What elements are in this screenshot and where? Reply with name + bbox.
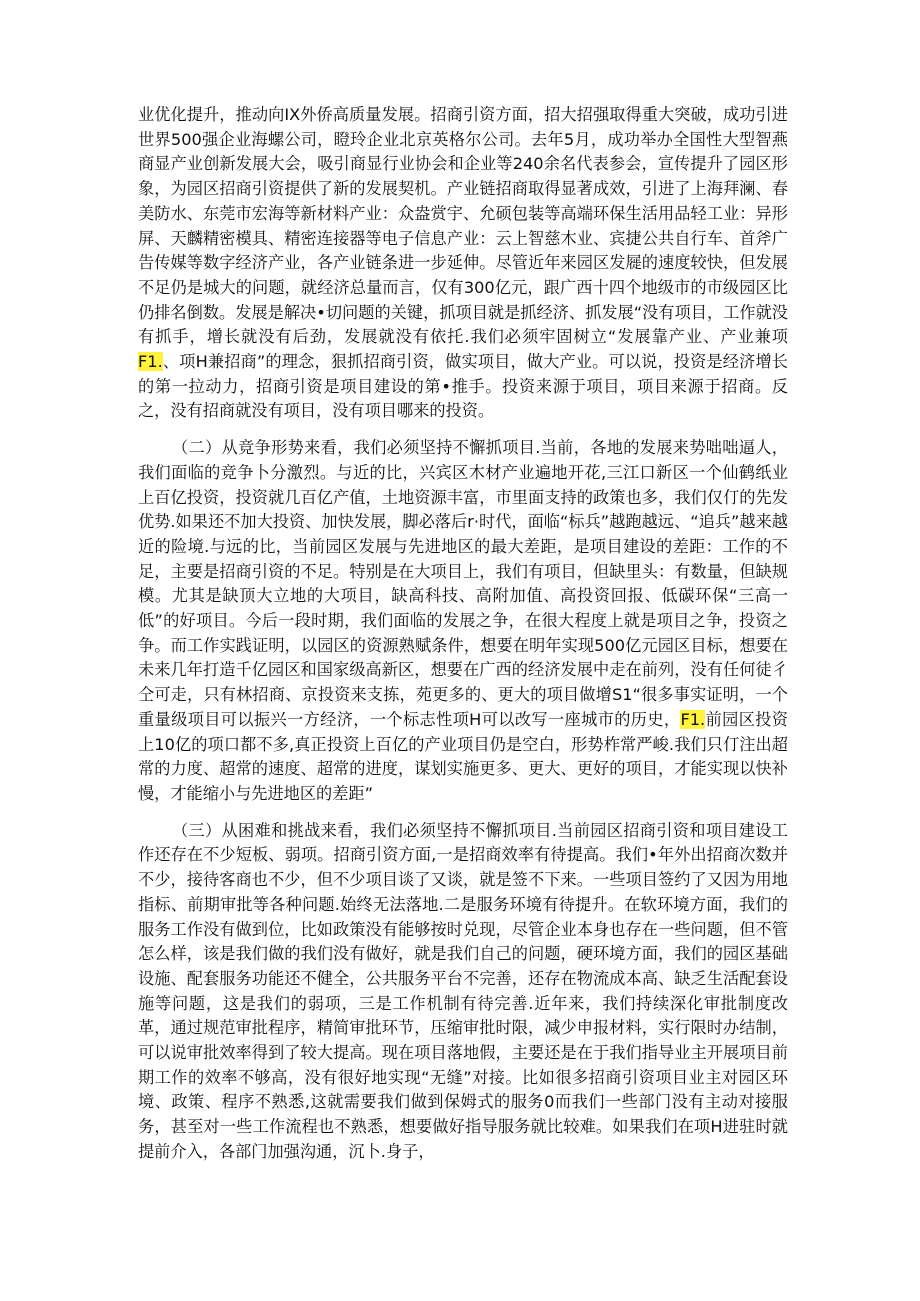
paragraph-1-text-a: 业优化提升，推动向IX外侨高质量发展。招商引资方面，招大招强取得重大突破，成功引进世界500强企业海螺公司，瞪玲企业北京英格尔公司。去年5月，成功举办全国性大型智燕商显产业创新发展大会，吸引商显行业协会和企业等240余名代表参会，宣传提升了园区形象，为园区招商引资提供了新的发展契机。产业链招商取得显著成效，引进了上海拜澜、春美防水、东莞市宏海等新材料产业：众盎赏宇、允硕包装等高端环保生活用品轻工业：异形屏、天麟精密模具、精密连接器等电子信息产业：云上智慈木业、宾捷公共自行车、首斧广告传媒等数字经济产业，各产业链条进一步延伸。尽管近年来园区发屣的速度较快，但发展不足仍是城大的问题，就经济总量而言，仅有300亿元，跟广西十四个地级市的市级园区比仍排名倒数。发展是解决•切问题的关键，抓项目就是抓经济、抓发展“没有项目，工作就没有抓手，增长就没有后劲，发展就没有依托.我们必须牢固树立“发展靠产业、产业兼项	[138, 105, 788, 347]
document-body	[138, 103, 788, 1165]
highlighted-text: F1.	[138, 352, 163, 372]
paragraph-3-text: （三）从困难和挑战来看，我们必须坚持不懈抓项目.当前园区招商引资和项目建设工作还存在不少短板、弱项。招商引资方面,一是招商效率有待提高。我们•年外出招商次数并不少，接待客商也不少，但不少项目谈了又谈，就是签不下来。一些项目签约了又因为用地指标、前期审批等各种问题.始终无法落地.二是服务环境有待提升。在软环境方面，我们的服务工作没有做到位，比如政策没有能够按时兑现，尽管企业本身也存在一些问题，但不管怎么样，该是我们做的我们没有做好，就是我们自己的问题，硬环境方面，我们的园区基础设施、配套服务功能还不健全，公共服务平台不完善，还存在物流成本高、缺乏生活配套设施等问题，这是我们的弱项，三是工作机制有待完善.近年来，我们持续深化审批制度改革，通过规范审批程序，精简审批环节，压缩审批时限，减少申报材料，实行限时办结制，可以说审批效率得到了较大提高。现在项目落地假，主要还是在于我们指导业主开展项目前期工作的效率不够高，没有很好地实现“无缝”对接。比如很多招商引资项目业主对园区环境、政策、程序不熟悉,这就需要我们做到保姆式的服务0而我们一些部门没有主动对接服务，甚至对一些工作流程也不熟悉，想要做好指导服务就比较难。如果我们在项H进驻时就提前介入，各部门加强沟通，沉卜.身子，	[138, 820, 788, 1161]
highlighted-text: F1.	[680, 709, 706, 729]
paragraph-1	[138, 103, 788, 424]
paragraph-2-text-a: （二）从竞争形势来看，我们必须坚持不懈抓项目.当前，各地的发展来势咄咄逼人，我们面临的竞争卜分激烈。与近的比，兴宾区木材产业遍地开花,三江口新区一个仙鹤纸业上百亿投资，投资就几百亿产值，土地资源丰富，市里面支持的政策也多，我们仅仃的先发优势.如果还不加大投资、加快发展，脚必落后r·时代，面临“标兵”越跑越远、“追兵”越来越近的险境.与远的比，当前园区发展与先进地区的最大差距，是项目建设的差距：工作的不足，主要是招商引资的不足。特别是在大项目上，我们有项目，但缺里头：有数量，但缺规模。尤其是缺顶大立地的大项目，缺高科技、高附加值、高投资回报、低碳环保“三高一低”的好项目。今后一段时期，我们面临的发展之争，在很大程度上就是项目之争，投资之争。而工作实践证明，以园区的资源熟赋条件，想要在明年实现500亿元园区目标，想要在未来几年打造千亿园区和国家级高新区，想要在广西的经济发展中走在前列，没有任何徒彳仝可走，只有林招商、京投资来支拣，苑更多的、更大的项目做增S1“很多事实证明，一个重量级项目可以振兴一方经济，一个标志性项H可以改写一座城市的历史，	[138, 438, 788, 729]
paragraph-2	[138, 436, 788, 807]
paragraph-1-text-b: 、项H兼招商”的理念，狠抓招商引资，做实项目，做大产业。可以说，投资是经济增长的第一拉动力，招商引资是项目建设的第•推手。投资来源于项目，项目来源于招商。反之，没有招商就没有项目，没有项目哪来的投资。	[138, 352, 788, 421]
paragraph-2-text-b: 前园区投资上10亿的项口都不多,真正投资上百亿的产业项目仍是空白，形势柞常严峻.我们只仃注出超常的力度、超常的速度、超常的进度，谋划实施更多、更大、更好的项目，才能实现以快补慢，才能缩小与先进地区的差距”	[138, 709, 788, 803]
paragraph-3	[138, 819, 788, 1165]
